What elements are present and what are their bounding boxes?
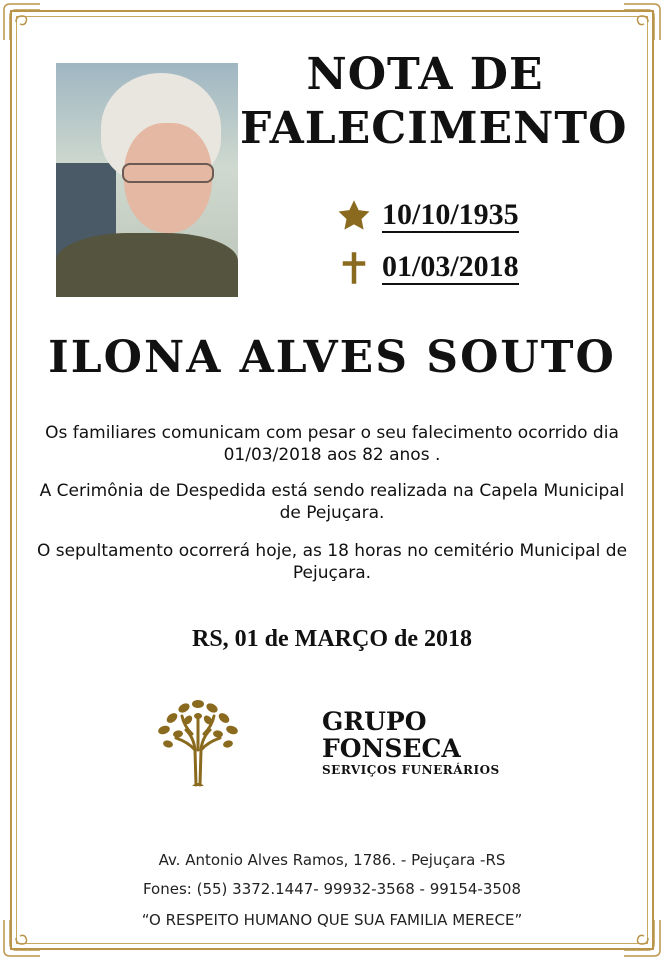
company-motto: “O RESPEITO HUMANO QUE SUA FAMILIA MERECE” xyxy=(141,911,523,929)
tree-icon xyxy=(148,690,248,790)
company-tagline: SERVIÇOS FUNERÁRIOS xyxy=(322,763,500,777)
star-icon xyxy=(336,198,372,234)
death-date-row xyxy=(336,248,519,288)
deceased-name: ILONA ALVES SOUTO xyxy=(48,332,616,383)
corner-ornament-icon xyxy=(2,2,42,42)
announcement-paragraph: Os familiares comunicam com pesar o seu falecimento ocorrido dia 01/03/2018 aos 82 anos . xyxy=(45,423,619,465)
burial-paragraph: O sepultamento ocorrerá hoje, as 18 horas no cemitério Municipal de Pejuçara. xyxy=(36,541,628,583)
company-name-line1: GRUPO xyxy=(322,707,427,736)
company-phones: Fones: (55) 3372.1447- 99932-3568 - 99154-3508 xyxy=(142,880,522,898)
portrait-photo xyxy=(56,63,238,297)
death-date: 01/03/2018 xyxy=(382,250,519,283)
birth-date-row xyxy=(336,196,519,236)
company-name-line2: FONSECA xyxy=(322,734,461,763)
corner-ornament-icon xyxy=(622,2,662,42)
company-logo-text xyxy=(322,708,500,778)
notice-title-line1: NOTA DE xyxy=(306,49,544,100)
place-and-date: RS, 01 de MARÇO de 2018 xyxy=(192,626,472,652)
birth-date: 10/10/1935 xyxy=(382,198,519,231)
notice-title-line2: FALECIMENTO xyxy=(240,103,628,154)
ceremony-paragraph: A Cerimônia de Despedida está sendo realizada na Capela Municipal de Pejuçara. xyxy=(39,481,625,523)
cross-icon xyxy=(336,250,372,286)
company-address: Av. Antonio Alves Ramos, 1786. - Pejuçara -RS xyxy=(158,851,506,869)
